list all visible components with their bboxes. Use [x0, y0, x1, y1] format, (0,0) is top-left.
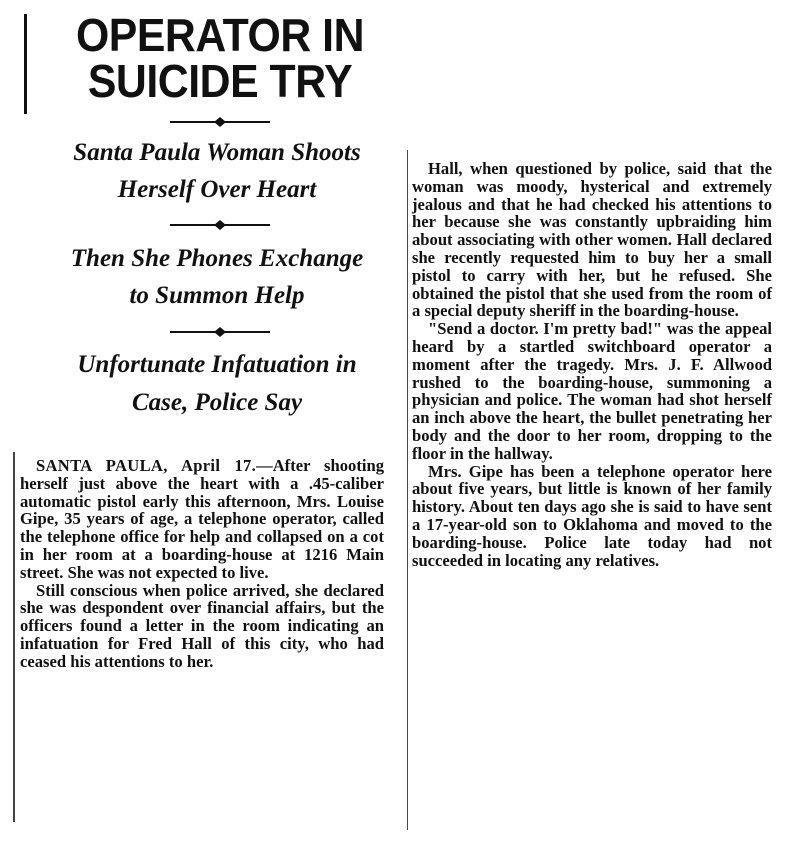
right-column: [412, 160, 772, 569]
ornament-divider: [170, 116, 270, 128]
deck-2-line-2: to Summon Help: [129, 282, 305, 309]
article-paragraph: Mrs. Gipe has been a telephone operator here about five years, but little is known of her family history. About ten days ago she is said to have sent a 17-year-old son to Oklahoma and moved to the boarding-house. Police late today had not succeeded in locating any relatives.: [412, 461, 772, 570]
deck-1-line-2: Herself Over Heart: [117, 176, 317, 203]
paragraph-text: —After shooting herself just above the heart with a .45-caliber automatic pistol early this afternoon, Mrs. Louise Gipe, 35 years of age, a telephone operator, called the telephone office for help and collapsed on a cot in her room at a boarding-house at 1216 Main street. She was not expected to live.: [20, 456, 384, 582]
ornament-divider: [170, 219, 270, 231]
article-paragraph: "Send a doctor. I'm pretty bad!" was the appeal heard by a startled switchboard operator a moment after the tragedy. Mrs. J. F. Allwood rushed to the boarding-house, summoning a physician and police. The woman had shot herself an inch above the heart, the bullet penetrating her body and the door to her room, dropping to the floor in the hallway.: [412, 319, 772, 463]
dateline: SANTA PAULA, April 17.: [36, 456, 257, 475]
headline-rule: [24, 14, 27, 114]
left-column-rule: [13, 452, 15, 822]
deck-1-line-1: Santa Paula Woman Shoots: [73, 139, 361, 166]
article-paragraph: [20, 457, 384, 582]
article-paragraph: Hall, when questioned by police, said that the woman was moody, hysterical and extremely jealous and that he had checked his attentions to her because she was constantly upbraiding him about associating with other women. Hall declared she recently requested him to buy her a small pistol to carry with her, but he refused. She obtained the pistol that she used from the room of a special deputy sheriff in the boarding-house.: [412, 159, 772, 321]
article-paragraph: Still conscious when police arrived, she declared she was despondent over financial affairs, but the officers found a letter in the room indicating an infatuation for Fred Hall of this city, who had ceased his attentions to her.: [20, 580, 384, 671]
ornament-divider: [170, 326, 270, 338]
deck-3-line-1: Unfortunate Infatuation in: [77, 351, 357, 378]
left-column: [20, 457, 384, 671]
column-rule: [407, 150, 408, 830]
deck-2-line-1: Then She Phones Exchange: [70, 245, 364, 272]
deck-3-line-2: Case, Police Say: [131, 389, 303, 416]
headline-line-1: OPERATOR IN: [75, 9, 365, 61]
headline-line-2: SUICIDE TRY: [87, 55, 353, 107]
